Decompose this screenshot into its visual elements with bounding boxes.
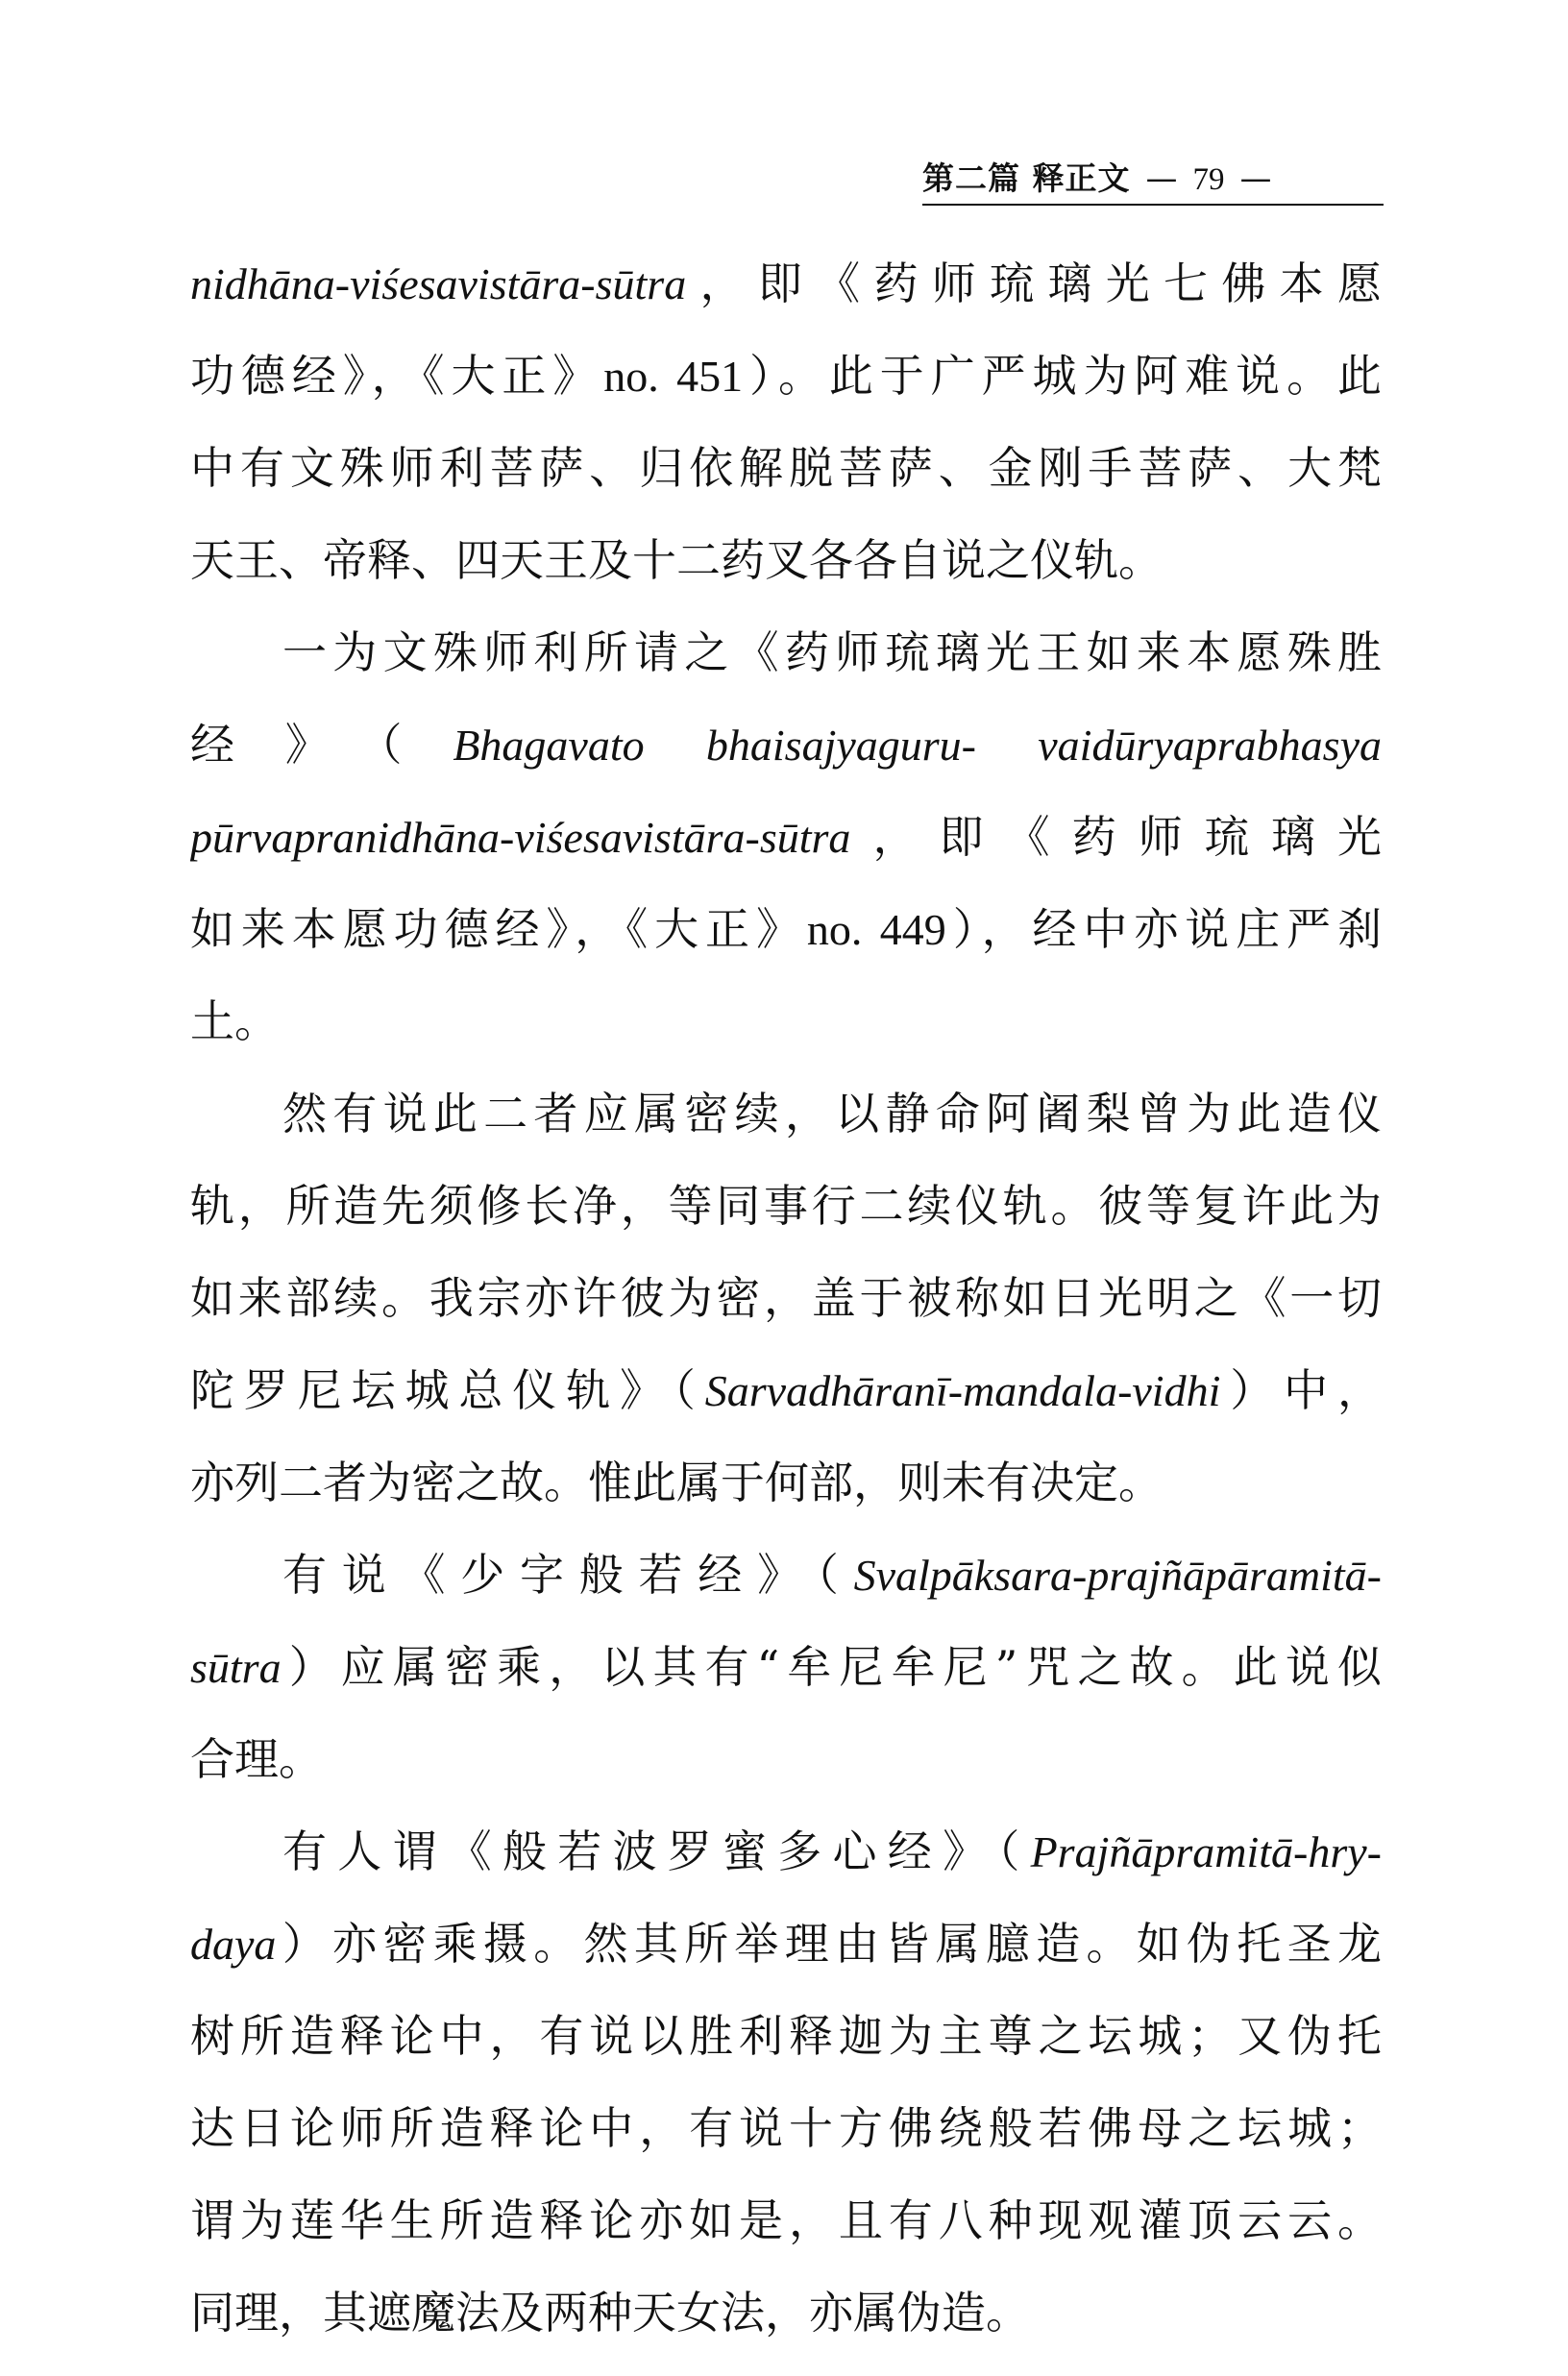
transliteration-run: pūrvapranidhāna-viśesavistāra-sūtra [190, 813, 851, 862]
text-run: 天王、帝释、四天王及十二药叉各各自说之仪轨。 [190, 534, 1163, 586]
header-dash: — [1239, 159, 1272, 197]
transliteration-run: Sarvadhāranī-mandala-vidhi [704, 1366, 1221, 1415]
transliteration-run: sūtra [190, 1643, 282, 1692]
paragraph [190, 624, 1382, 1085]
text-run: ）应属密乘，以其有“牟尼牟尼”咒之故。此说似 [281, 1641, 1382, 1693]
header-rule [922, 204, 1384, 206]
text-line [190, 1361, 1382, 1454]
running-head [922, 159, 1384, 208]
text-line [190, 808, 1382, 900]
text-line [190, 2099, 1382, 2192]
transliteration-run: daya [190, 1920, 277, 1969]
text-run: 达日论师所造释论中，有说十方佛绕般若佛母之坛城； [190, 2102, 1382, 2154]
text-run: 一为文殊师利所请之《药师琉璃光王如来本愿殊胜 [282, 626, 1382, 678]
text-line [190, 1915, 1382, 2007]
text-run: 同理，其遮魔法及两种天女法，亦属伪造。 [190, 2287, 1030, 2339]
text-run: ）亦密乘摄。然其所举理由皆属臆造。如伪托圣龙 [276, 1918, 1382, 1970]
text-run: 中有文殊师利菩萨、归依解脱菩萨、金刚手菩萨、大梵 [190, 442, 1382, 494]
paragraph [190, 255, 1382, 624]
text-line [190, 1085, 1382, 1177]
text-run: ，即《药师琉璃光七佛本愿 [686, 257, 1382, 309]
text-run: 亦列二者为密之故。惟此属于何部，则未有决定。 [190, 1457, 1163, 1508]
text-line [190, 716, 1382, 808]
text-line [190, 1823, 1382, 1915]
text-run: 树所造释论中，有说以胜利释迦为主尊之坛城；又伪托 [190, 2010, 1382, 2062]
text-run: 如来部续。我宗亦许彼为密，盖于被称如日光明之《一切 [190, 1272, 1382, 1324]
transliteration-run: Svalpāksara-prajñāpāramitā- [853, 1551, 1382, 1600]
transliteration-run: no. 449 [806, 905, 946, 954]
text-line [190, 2284, 1382, 2376]
text-run: 轨，所造先须修长净，等同事行二续仪轨。彼等复许此为 [190, 1180, 1382, 1232]
text-line [190, 2192, 1382, 2284]
section-title: 第二篇 释正文 [922, 159, 1131, 197]
text-line [190, 1269, 1382, 1361]
text-line [190, 347, 1382, 439]
text-run: 合理。 [190, 1733, 323, 1785]
transliteration-run: no. 451 [603, 352, 744, 401]
transliteration-run: Prajñāpramitā-hry- [1030, 1827, 1382, 1876]
text-run: 然有说此二者应属密续，以静命阿阇梨曾为此造仪 [282, 1088, 1382, 1139]
paragraph [190, 1085, 1382, 1546]
text-run: 有人谓《般若波罗蜜多心经》（ [282, 1825, 1031, 1877]
paragraph [190, 1546, 1382, 1823]
text-line [190, 1638, 1382, 1730]
text-line [190, 992, 1382, 1085]
text-run: 如来本愿功德经》，《大正》 [190, 903, 807, 955]
text-run: 经》（ [190, 719, 453, 771]
text-line [190, 2007, 1382, 2099]
text-line [190, 531, 1382, 624]
text-line [190, 1454, 1382, 1546]
transliteration-run: Bhagavato bhaisajyaguru- vaidūryaprabhasya [453, 721, 1382, 770]
body-text [190, 255, 1382, 2376]
text-run: ，即《药师琉璃光 [850, 811, 1382, 863]
text-line [190, 1730, 1382, 1823]
text-line [190, 255, 1382, 347]
text-run: ）中， [1220, 1364, 1382, 1416]
text-run: ），经中亦说庄严刹 [945, 903, 1382, 955]
transliteration-run: nidhāna-viśesavistāra-sūtra [190, 259, 687, 308]
text-run: 谓为莲华生所造释论亦如是，且有八种现观灌顶云云。 [190, 2194, 1382, 2246]
text-run: ）。此于广严城为阿难说。此 [743, 350, 1382, 402]
paragraph [190, 1823, 1382, 2376]
text-run: 有说《少字般若经》（ [282, 1549, 854, 1601]
text-run: 功德经》，《大正》 [190, 350, 604, 402]
text-run: 陀罗尼坛城总仪轨》（ [190, 1364, 705, 1416]
header-dash: — [1145, 159, 1178, 197]
text-line [190, 624, 1382, 716]
text-line [190, 1546, 1382, 1638]
text-line [190, 1177, 1382, 1269]
text-run: 土。 [190, 995, 279, 1047]
text-line [190, 900, 1382, 992]
page-number: 79 [1192, 162, 1225, 197]
text-line [190, 439, 1382, 531]
